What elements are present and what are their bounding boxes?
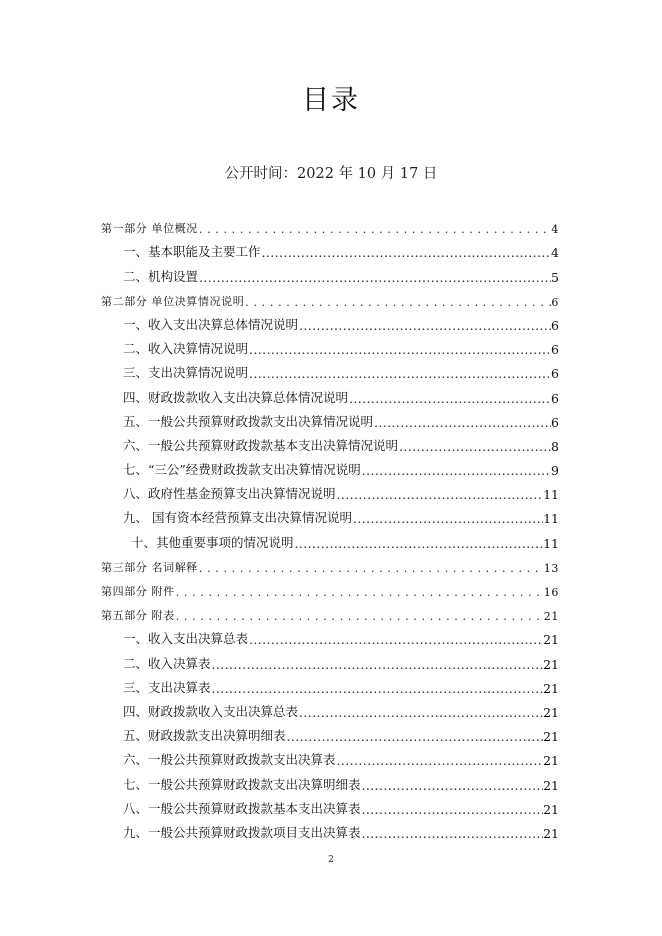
toc-entry-page: 5: [551, 269, 559, 285]
toc-entry-page: 6: [551, 390, 559, 406]
toc-entry-label: 一、收入支出决算总体情况说明: [123, 316, 299, 332]
toc-entry[interactable]: [101, 478, 559, 502]
toc-entry-label: 四、财政拨款收入支出决算总表: [123, 703, 299, 719]
toc-entry-page: 11: [543, 511, 559, 527]
toc-entry[interactable]: [101, 526, 559, 550]
toc-entry-page: 9: [551, 463, 559, 479]
toc-entry-page: 21: [543, 729, 559, 745]
toc-entry-page: 6: [551, 295, 559, 309]
toc-entry-page: 16: [543, 586, 559, 599]
toc-entry[interactable]: [101, 381, 559, 405]
dot-leader: [248, 366, 551, 381]
dot-leader: [361, 826, 544, 841]
toc-entry-page: 21: [543, 656, 559, 672]
toc-title: 目录: [302, 85, 360, 116]
dot-leader: [361, 778, 544, 793]
toc-entry-page: 21: [543, 632, 559, 648]
toc-entry-label: 十、其他重要事项的情况说明: [131, 534, 294, 550]
dot-leader: [352, 511, 543, 526]
toc-entry[interactable]: [101, 406, 559, 430]
toc-entry-page: 21: [543, 801, 559, 817]
toc-entry[interactable]: [101, 260, 559, 284]
toc-entry-page: 6: [551, 414, 559, 430]
toc-entry-part-3[interactable]: [101, 551, 559, 575]
toc-entry-label: 二、机构设置: [123, 268, 199, 284]
dot-leader: [286, 729, 544, 744]
toc-entry-page: 21: [543, 825, 559, 841]
dot-leader: [175, 610, 544, 623]
toc-entry-label: 第四部分 附件: [101, 585, 175, 598]
dot-leader: [373, 415, 551, 430]
toc-entry-page: 11: [543, 487, 559, 503]
toc-entry[interactable]: [101, 623, 559, 647]
toc-entry-page: 21: [543, 610, 559, 624]
toc-entry-label: 八、政府性基金预算支出决算情况说明: [123, 486, 336, 502]
toc-entry[interactable]: [101, 696, 559, 720]
toc-entry-label: 九、一般公共预算财政拨款项目支出决算表: [123, 824, 361, 840]
toc-entry-label: 六、一般公共预算财政拨款支出决算表: [123, 752, 336, 768]
toc-entry-page: 13: [543, 561, 559, 575]
toc-entry-label: 三、支出决算表: [123, 679, 211, 695]
toc-entry-page: 8: [551, 438, 559, 454]
toc-entry-page: 4: [551, 223, 559, 237]
dot-leader: [298, 318, 551, 333]
toc-entry[interactable]: [101, 647, 559, 671]
toc-entry[interactable]: [101, 768, 559, 792]
page-number: 2: [328, 855, 334, 865]
dot-leader: [361, 802, 544, 817]
dot-leader: [294, 536, 544, 551]
toc-entry-label: 四、财政拨款收入支出决算总体情况说明: [123, 389, 349, 405]
table-of-contents: [101, 212, 559, 841]
dot-leader: [198, 562, 544, 575]
toc-entry-label: 八、一般公共预算财政拨款基本支出决算表: [123, 800, 361, 816]
toc-entry[interactable]: [101, 502, 559, 526]
dot-leader: [348, 391, 551, 406]
dot-leader: [248, 632, 543, 647]
toc-entry[interactable]: [101, 672, 559, 696]
toc-entry-page: 11: [543, 535, 559, 551]
toc-entry-label: 第三部分 名词解释: [101, 560, 198, 574]
toc-entry-label: 七、“三公”经费财政拨款支出决算情况说明: [123, 462, 361, 478]
publish-date: 公开时间：2022 年 10 月 17 日: [224, 166, 438, 182]
dot-leader: [175, 586, 544, 599]
toc-entry[interactable]: [101, 454, 559, 478]
toc-entry-part-4[interactable]: [101, 575, 559, 599]
toc-entry[interactable]: [101, 357, 559, 381]
toc-entry-label: 六、一般公共预算财政拨款基本支出决算情况说明: [123, 437, 399, 453]
toc-entry-label: 二、收入决算情况说明: [123, 341, 249, 357]
toc-entry-page: 21: [543, 777, 559, 793]
toc-entry-part-1[interactable]: [101, 212, 559, 236]
toc-entry[interactable]: [101, 817, 559, 841]
toc-entry[interactable]: [101, 236, 559, 260]
toc-entry-label: 第一部分 单位概况: [101, 222, 198, 236]
toc-entry-label: 五、财政拨款支出决算明细表: [123, 728, 286, 744]
toc-entry-label: 七、一般公共预算财政拨款支出决算明细表: [123, 776, 361, 792]
dot-leader: [336, 753, 544, 768]
toc-entry-label: 二、收入决算表: [123, 655, 211, 671]
dot-leader: [298, 705, 543, 720]
toc-entry-page: 6: [551, 342, 559, 358]
dot-leader: [198, 270, 551, 285]
toc-entry-label: 九、 国有资本经营预算支出决算情况说明: [123, 510, 352, 526]
toc-entry-page: 6: [551, 317, 559, 333]
toc-entry[interactable]: [101, 333, 559, 357]
dot-leader: [248, 342, 551, 357]
toc-entry-label: 五、一般公共预算财政拨款支出决算情况说明: [123, 413, 374, 429]
toc-entry-label: 第五部分 附表: [101, 609, 175, 623]
toc-entry[interactable]: [101, 309, 559, 333]
toc-entry-label: 一、收入支出决算总表: [123, 631, 249, 647]
toc-entry-page: 6: [551, 366, 559, 382]
dot-leader: [261, 245, 552, 260]
toc-entry-label: 第二部分 单位决算情况说明: [101, 294, 245, 308]
toc-entry[interactable]: [101, 744, 559, 768]
toc-entry-page: 21: [543, 680, 559, 696]
toc-entry-page: 21: [543, 704, 559, 720]
toc-entry-label: 三、支出决算情况说明: [123, 365, 249, 381]
toc-entry-page: 4: [551, 245, 559, 261]
dot-leader: [211, 657, 544, 672]
dot-leader: [211, 681, 544, 696]
toc-entry[interactable]: [101, 720, 559, 744]
toc-entry[interactable]: [101, 430, 559, 454]
toc-entry-label: 一、基本职能及主要工作: [123, 244, 261, 260]
dot-leader: [198, 223, 551, 236]
dot-leader: [361, 463, 551, 478]
toc-entry-page: 21: [543, 753, 559, 769]
toc-entry-part-2[interactable]: [101, 285, 559, 309]
dot-leader: [336, 487, 544, 502]
toc-entry[interactable]: [101, 793, 559, 817]
toc-entry-part-5[interactable]: [101, 599, 559, 623]
dot-leader: [398, 439, 551, 454]
dot-leader: [244, 296, 551, 309]
